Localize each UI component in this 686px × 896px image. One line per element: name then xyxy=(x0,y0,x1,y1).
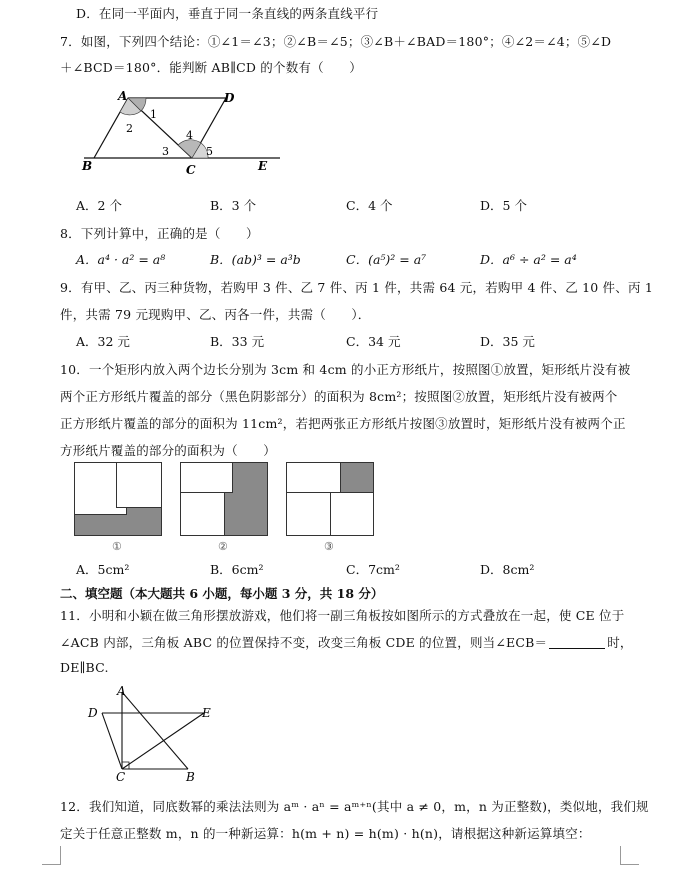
q10-stem-line4: 方形纸片覆盖的部分的面积为（ ） xyxy=(60,443,276,458)
q9-option-a[interactable]: A．32 元 xyxy=(76,334,130,349)
q11-label-e: E xyxy=(202,706,211,720)
q10-stem-line3: 正方形纸片覆盖的部分的面积为 11cm²，若把两张正方形纸片按图③放置时，矩形纸片没有被两个正 xyxy=(60,416,626,431)
q10-stem-line1: 10．一个矩形内放入两个边长分别为 3cm 和 4cm 的小正方形纸片，按照图①放置，矩形纸片没有被 xyxy=(60,362,631,377)
q9-option-b[interactable]: B．33 元 xyxy=(210,334,265,349)
q12-stem-line1: 12．我们知道，同底数幂的乘法法则为 aᵐ · aⁿ = aᵐ⁺ⁿ(其中 a ≠ 0，m，n 为正整数)，类似地，我们规 xyxy=(60,799,649,814)
q9-option-d[interactable]: D．35 元 xyxy=(480,334,535,349)
q10-option-b[interactable]: B．6cm² xyxy=(210,562,264,577)
q11-stem-line2 xyxy=(60,633,633,651)
q8-stem: 8．下列计算中，正确的是（ ） xyxy=(60,226,259,241)
q8-option-b[interactable]: B．(ab)³ = a³b xyxy=(210,252,301,267)
q7-angle-3: 3 xyxy=(162,145,169,158)
q8-option-a[interactable]: A．a⁴ · a² = a⁸ xyxy=(76,252,166,267)
q10-figure-1 xyxy=(74,462,162,536)
q7-label-e: E xyxy=(258,159,268,173)
q7-option-d[interactable]: D．5 个 xyxy=(480,198,527,213)
q8-option-d[interactable]: D．a⁶ ÷ a² = a⁴ xyxy=(480,252,577,267)
q11-label-d: D xyxy=(88,706,98,720)
page-corner-mark-right xyxy=(620,846,639,865)
q11-label-c: C xyxy=(116,770,126,783)
q8-option-c[interactable]: C．(a⁵)² = a⁷ xyxy=(346,252,427,267)
q7-stem-line1: 7．如图，下列四个结论：①∠1＝∠3；②∠B＝∠5；③∠B＋∠BAD＝180°；④∠2＝∠4；⑤∠D xyxy=(60,34,612,49)
q11-triangle-figure xyxy=(84,683,224,783)
q11-answer-blank[interactable] xyxy=(549,636,605,649)
section-fill-in-title: 二、填空题（本大题共 6 小题，每小题 3 分，共 18 分） xyxy=(60,586,384,601)
q10-stem-line2: 两个正方形纸片覆盖的部分（黑色阴影部分）的面积为 8cm²；按照图②放置，矩形纸片没有被两个 xyxy=(60,389,618,404)
q9-option-c[interactable]: C．34 元 xyxy=(346,334,401,349)
q10-option-d[interactable]: D．8cm² xyxy=(480,562,535,577)
q7-stem-line2: ＋∠BCD＝180°．能判断 AB∥CD 的个数有（ ） xyxy=(60,60,362,75)
q7-angle-2: 2 xyxy=(126,122,133,135)
q11-stem-line2-tail: 时， xyxy=(607,635,633,650)
q10-figure-2 xyxy=(180,462,268,536)
q12-stem-line2: 定关于任意正整数 m，n 的一种新运算：h(m + n) = h(m) · h(n)，请根据这种新运算填空： xyxy=(60,826,591,841)
q10-caption-3: ③ xyxy=(324,540,334,553)
q9-stem-line2: 件，共需 79 元现购甲、乙、丙各一件，共需（ ）． xyxy=(60,307,371,322)
q10-caption-2: ② xyxy=(218,540,228,553)
q7-option-a[interactable]: A．2 个 xyxy=(76,198,122,213)
q11-label-a: A xyxy=(117,684,126,698)
q7-angle-1: 1 xyxy=(150,108,157,121)
q11-label-b: B xyxy=(186,770,195,783)
q6-option-d: D．在同一平面内，垂直于同一条直线的两条直线平行 xyxy=(76,6,379,21)
q10-figure-3 xyxy=(286,462,374,536)
q7-label-c: C xyxy=(186,163,196,177)
q7-option-c[interactable]: C．4 个 xyxy=(346,198,393,213)
q7-label-b: B xyxy=(82,159,93,173)
q10-option-a[interactable]: A．5cm² xyxy=(76,562,130,577)
page-corner-mark-left xyxy=(42,846,61,865)
q11-stem-line2-text: ∠ACB 内部，三角板 ABC 的位置保持不变，改变三角板 CDE 的位置，则当∠ECB＝ xyxy=(60,635,548,650)
q10-caption-1: ① xyxy=(112,540,122,553)
q10-option-c[interactable]: C．7cm² xyxy=(346,562,400,577)
q7-angle-4: 4 xyxy=(186,129,193,142)
q7-label-a: A xyxy=(118,89,128,103)
q11-stem-line1: 11．小明和小颖在做三角形摆放游戏，他们将一副三角板按如图所示的方式叠放在一起，使 CE 位于 xyxy=(60,608,625,623)
q7-option-b[interactable]: B．3 个 xyxy=(210,198,257,213)
q7-parallelogram-figure xyxy=(80,88,290,180)
q9-stem-line1: 9．有甲、乙、丙三种货物，若购甲 3 件、乙 7 件、丙 1 件，共需 64 元，若购甲 4 件、乙 10 件、丙 1 xyxy=(60,280,653,295)
q7-label-d: D xyxy=(224,91,235,105)
q7-angle-5: 5 xyxy=(206,145,213,158)
q11-stem-line3: DE∥BC. xyxy=(60,660,109,675)
